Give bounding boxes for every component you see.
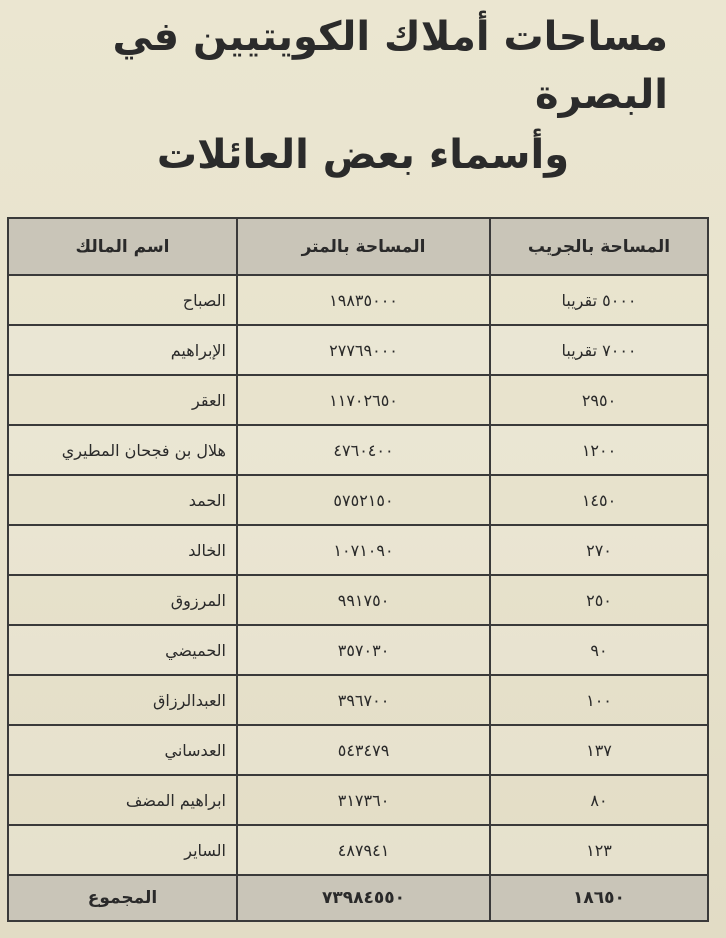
table-row [8,325,708,375]
table-row [8,675,708,725]
table-row [8,475,708,525]
header-area-jareeb: المساحة بالجريب [490,218,708,275]
cell-area-meter: ٥٤٣٤٧٩ [237,725,490,775]
total-row [8,875,708,921]
cell-area-meter: ١٩٨٣٥٠٠٠ [237,275,490,325]
table-row [8,425,708,475]
cell-owner-name: ابراهيم المضف [8,775,237,825]
total-area-meter: ٧٣٩٨٤٥٥٠ [237,875,490,921]
cell-owner-name: الساير [8,825,237,875]
table-row [8,725,708,775]
cell-area-meter: ٢٧٧٦٩٠٠٠ [237,325,490,375]
cell-area-jareeb: ٩٠ [490,625,708,675]
table-row [8,275,708,325]
header-owner-name: اسم المالك [8,218,237,275]
properties-table [7,217,709,922]
cell-area-jareeb: ٢٥٠ [490,575,708,625]
cell-owner-name: المرزوق [8,575,237,625]
cell-area-jareeb: ١٤٥٠ [490,475,708,525]
table-row [8,625,708,675]
table-row [8,825,708,875]
cell-owner-name: هلال بن فجحان المطيري [8,425,237,475]
header-row [8,218,708,275]
cell-owner-name: الصباح [8,275,237,325]
total-label: المجموع [8,875,237,921]
cell-area-jareeb: ٥٠٠٠ تقريبا [490,275,708,325]
cell-owner-name: الإبراهيم [8,325,237,375]
cell-area-jareeb: ٢٧٠ [490,525,708,575]
cell-owner-name: العقر [8,375,237,425]
title-block [0,8,726,184]
cell-area-meter: ٩٩١٧٥٠ [237,575,490,625]
cell-area-jareeb: ١٠٠ [490,675,708,725]
cell-area-jareeb: ٨٠ [490,775,708,825]
cell-area-jareeb: ١٢٠٠ [490,425,708,475]
cell-owner-name: العدساني [8,725,237,775]
cell-area-meter: ١٠٧١٠٩٠ [237,525,490,575]
cell-area-meter: ٤٧٦٠٤٠٠ [237,425,490,475]
cell-owner-name: العبدالرزاق [8,675,237,725]
cell-area-jareeb: ١٢٣ [490,825,708,875]
cell-area-meter: ٥٧٥٢١٥٠ [237,475,490,525]
cell-area-jareeb: ٢٩٥٠ [490,375,708,425]
cell-area-jareeb: ٧٠٠٠ تقريبا [490,325,708,375]
table-row [8,375,708,425]
table-row [8,575,708,625]
cell-area-meter: ٣٥٧٠٣٠ [237,625,490,675]
page-subtitle: وأسماء بعض العائلات [156,132,570,178]
cell-area-meter: ٣١٧٣٦٠ [237,775,490,825]
cell-area-meter: ٤٨٧٩٤١ [237,825,490,875]
cell-area-meter: ١١٧٠٢٦٥٠ [237,375,490,425]
cell-owner-name: الحميضي [8,625,237,675]
page-title: مساحات أملاك الكويتيين في البصرة [112,14,668,118]
total-area-jareeb: ١٨٦٥٠ [490,875,708,921]
cell-owner-name: الحمد [8,475,237,525]
header-area-meter: المساحة بالمتر [237,218,490,275]
cell-area-jareeb: ١٣٧ [490,725,708,775]
cell-owner-name: الخالد [8,525,237,575]
table-row [8,525,708,575]
cell-area-meter: ٣٩٦٧٠٠ [237,675,490,725]
table-row [8,775,708,825]
